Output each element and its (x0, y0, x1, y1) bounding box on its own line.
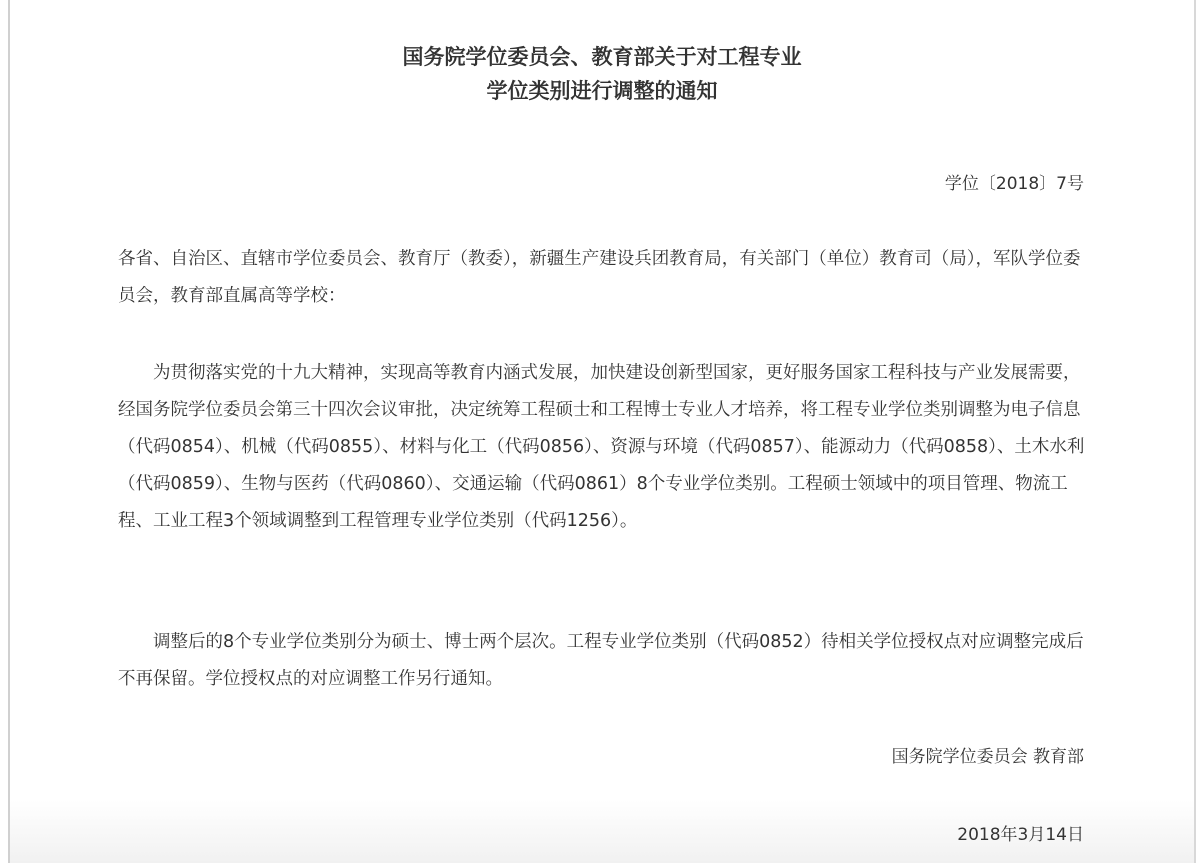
addressee (118, 241, 1093, 315)
document-number: 学位〔2018〕7号 (944, 174, 1084, 194)
paragraph-text: 为贯彻落实党的十九大精神，实现高等教育内涵式发展，加快建设创新型国家，更好服务国家工程科技与产业发展需要，经国务院学位委员会第三十四次会议审批，决定统筹工程硕士和工程博士专业人才培养，将工程专业学位类别调整为电子信息（代码0854）、机械（代码0855）、材料与化工（代码0856）、资源与环境（代码0857）、能源动力（代码0858）、土木水利（代码0859）、生物与医药（代码0860）、交通运输（代码0861）8个专业学位类别。工程硕士领域中的项目管理、物流工程、工业工程3个领域调整到工程管理专业学位类别（代码1256）。 (118, 363, 1085, 531)
document-title (10, 40, 1194, 108)
body-paragraph-1 (118, 355, 1093, 540)
paragraph-text: 调整后的8个专业学位类别分为硕士、博士两个层次。工程专业学位类别（代码0852）待相关学位授权点对应调整完成后不再保留。学位授权点的对应调整工作另行通知。 (118, 632, 1084, 689)
addressee-text: 各省、自治区、直辖市学位委员会、教育厅（教委），新疆生产建设兵团教育局，有关部门（单位）教育司（局），军队学位委员会，教育部直属高等学校： (118, 249, 1081, 306)
issuer-signature: 国务院学位委员会 教育部 (891, 747, 1084, 767)
title-line-2: 学位类别进行调整的通知 (486, 79, 718, 103)
document-page (8, 0, 1196, 863)
body-paragraph-2 (118, 624, 1093, 698)
title-line-1: 国务院学位委员会、教育部关于对工程专业 (402, 45, 802, 69)
issue-date: 2018年3月14日 (957, 825, 1084, 845)
